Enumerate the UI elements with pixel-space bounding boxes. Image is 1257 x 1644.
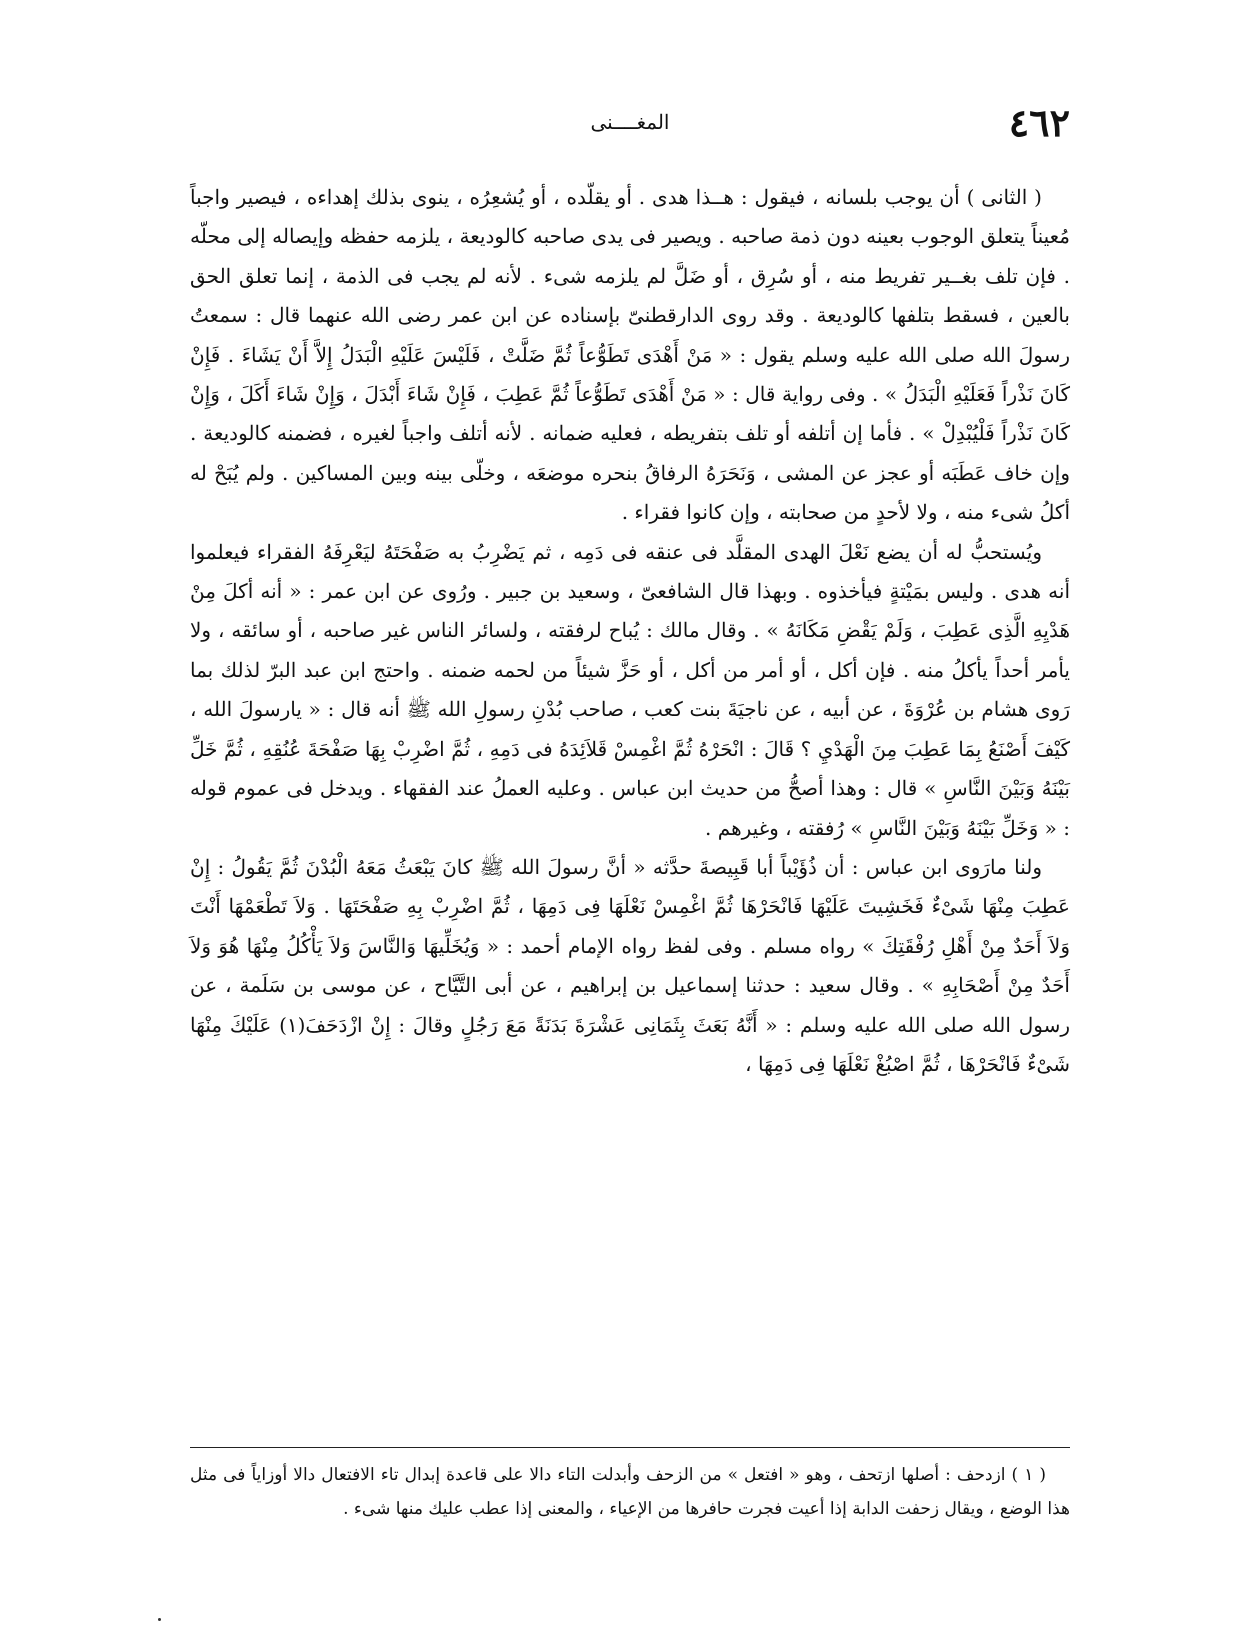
scan-speck [158,1618,161,1621]
page-header [190,100,1070,160]
footnote [190,1458,1070,1526]
page-number: ٤٦٢ [1008,100,1070,145]
paragraph-marking-hady: ويُستحبُّ له أن يضع نَعْلَ الهدى المقلَّد فى عنقه فى دَمِه ، ثم يَضْرِبُ به صَفْحَتَهُ ليَعْرِفَهُ الفقراء فيعلموا أنه هدى . وليس بمَيْتةٍ فيأخذوه . وبهذا قال الشافعىّ ، وسعيد بن جبير . ورُوى عن ابن عمر : « أنه أكلَ مِنْ هَدْيِهِ الَّذِى عَطِبَ ، وَلَمْ يَقْضِ مَكَانَهُ » . وقال مالك : يُباح لرفقته ، ولسائر الناس غير صاحبه ، أو سائقه ، ولا يأمر أحداً يأكلُ منه . فإن أكل ، أو أمر من أكل ، أو حَزَّ شيئاً من لحمه ضمنه . واحتج ابن عبد البرّ لذلك بما رَوى هشام بن عُرْوَةَ ، عن أبيه ، عن ناجيَةَ بنت كعب ، صاحب بُدْنِ رسولِ الله ﷺ أنه قال : « يارسولَ الله ، كَيْفَ أَصْنَعُ بِمَا عَطِبَ مِنَ الْهَدْيِ ؟ قَالَ : انْحَرْهُ ثُمَّ اغْمِسْ قَلاَئِدَهُ فى دَمِهِ ، ثُمَّ اضْرِبْ بِهَا صَفْحَةَ عُنُقِهِ ، ثُمَّ خَلِّ بَيْنَهُ وَبَيْنَ النَّاسِ » قال : وهذا أصحُّ من حديث ابن عباس . وعليه العملُ عند الفقهاء . ويدخل فى عموم قوله : « وَخَلِّ بَيْنَهُ وَبَيْنَ النَّاسِ » رُفقته ، وغيرهم . [190,539,1070,840]
main-text [190,178,1070,1084]
footnote-text: ( ١ ) ازدحف : أصلها ازتحف ، وهو « افتعل » من الزحف وأبدلت التاء دالا على قاعدة إبدال تاء الافتعال دالا أوزاياً فى مثل هذا الوضع ، ويقال زحفت الدابة إذا أعيت فجرت حافرها من الإعياء ، والمعنى إذا عطب عليك منها شىء . [190,1465,1070,1519]
paragraph-second-case: ( الثانى ) أن يوجب بلسانه ، فيقول : هــذا هدى . أو يقلّده ، أو يُشعِرُه ، ينوى بذلك إهداءه ، فيصير واجباً مُعيناً يتعلق الوجوب بعينه دون ذمة صاحبه . ويصير فى يدى صاحبه كالوديعة ، يلزمه حفظه وإيصاله إلى محلّه . فإن تلف بغــير تفريط منه ، أو سُرِق ، أو ضَلَّ لم يلزمه شىء . لأنه لم يجب فى الذمة ، إنما تعلق الحق بالعين ، فسقط بتلفها كالوديعة . وقد روى الدارقطنىّ بإسناده عن ابن عمر رضى الله عنهما قال : سمعتُ رسولَ الله صلى الله عليه وسلم يقول : « مَنْ أَهْدَى تَطَوُّعاً ثُمَّ ضَلَّتْ ، فَلَيْسَ عَلَيْهِ الْبَدَلُ إِلاَّ أَنْ يَشَاءَ . فَإِنْ كَانَ نَذْراً فَعَلَيْهِ الْبَدَلُ » . وفى رواية قال : « مَنْ أَهْدَى تَطَوُّعاً ثُمَّ عَطِبَ ، فَإِنْ شَاءَ أَبْدَلَ ، وَإِنْ شَاءَ أَكَلَ ، وَإِنْ كَانَ نَذْراً فَلْيُبْدِلْ » . فأما إن أتلفه أو تلف بتفريطه ، فعليه ضمانه . لأنه أتلف واجباً لغيره ، فضمنه كالوديعة . وإن خاف عَطَبَه أو عجز عن المشى ، وَنَحَرَهُ الرفاقُ بنحره موضعَه ، وخلّى بينه وبين المساكين . ولم يُبَحْ له أكلُ شىء منه ، ولا لأحدٍ من صحابته ، وإن كانوا فقراء . [190,185,1070,525]
footnote-divider [190,1447,1070,1448]
running-title: المغــــنى [590,110,670,134]
paragraph-ibn-abbas: ولنا مارَوى ابن عباس : أن ذُؤَيْباً أبا قَبِيصةَ حدَّثه « أنَّ رسولَ الله ﷺ كانَ يَبْعَثُ مَعَهُ الْبُدْنَ ثُمَّ يَقُولُ : إِنْ عَطِبَ مِنْهَا شَىْءٌ فَخَشِيتَ عَلَيْهَا فَانْحَرْهَا ثُمَّ اغْمِسْ نَعْلَهَا فِى دَمِهَا ، ثُمَّ اضْرِبْ بِهِ صَفْحَتَهَا . وَلاَ تَطْعَمْهَا أَنْتَ وَلاَ أَحَدٌ مِنْ أَهْلِ رُفْقَتِكَ » رواه مسلم . وفى لفظ رواه الإمام أحمد : « وَيُخَلِّيهَا وَالنَّاسَ وَلاَ يَأْكُلُ مِنْهَا هُوَ وَلاَ أَحَدٌ مِنْ أَصْحَابِهِ » . وقال سعيد : حدثنا إسماعيل بن إبراهيم ، عن أبى التَّيَّاح ، عن موسى بن سَلَمة ، عن رسول الله صلى الله عليه وسلم : « أَنَّهُ بَعَثَ بِثَمَانِى عَشْرَةَ بَدَنَةً مَعَ رَجُلٍ وقالَ : إِنْ ازْدَحَفَ(١) عَلَيْكَ مِنْهَا شَىْءٌ فَانْحَرْهَا ، ثُمَّ اصْبُغْ نَعْلَهَا فِى دَمِهَا ، [190,854,1070,1076]
